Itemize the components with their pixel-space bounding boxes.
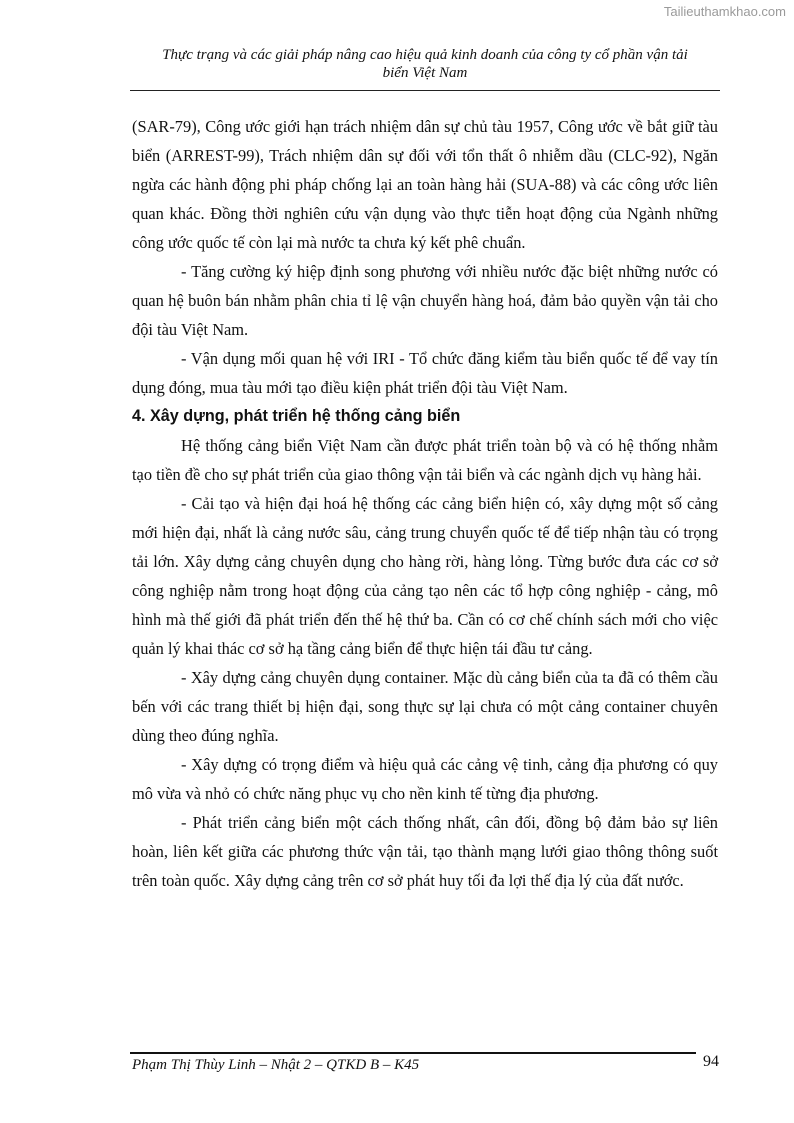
running-header [130, 46, 720, 82]
paragraph-container-port: - Xây dựng cảng chuyên dụng container. Mặc dù cảng biển của ta đã có thêm cầu bến với các trang thiết bị hiện đại, song thực sự lại chưa có một cảng container chuyên dùng theo đúng nghĩa. [132, 668, 718, 745]
header-divider [130, 90, 720, 91]
paragraph-port-modernization: - Cải tạo và hiện đại hoá hệ thống các cảng biển hiện có, xây dựng một số cảng mới hiện đại, nhất là cảng nước sâu, cảng trung chuyển quốc tế để tiếp nhận tàu có trọng tải lớn. Xây dựng cảng chuyên dụng cho hàng rời, hàng lỏng. Từng bước đưa các cơ sở công nghiệp nằm trong hoạt động của cảng tạo nên các tổ hợp công nghiệp - cảng, mô hình mà thế giới đã phát triển đến thế hệ thứ ba. Cần có cơ chế chính sách mới cho việc quản lý khai thác cơ sở hạ tầng cảng biển để thực hiện tái đầu tư cảng. [132, 494, 718, 658]
paragraph-iri-relations: - Vận dụng mối quan hệ với IRI - Tổ chức đăng kiểm tàu biển quốc tế để vay tín dụng đóng, mua tàu mới tạo điều kiện phát triển đội tàu Việt Nam. [132, 349, 718, 397]
watermark: Tailieuthamkhao.com [663, 4, 786, 19]
paragraph-conventions: (SAR-79), Công ước giới hạn trách nhiệm dân sự chủ tàu 1957, Công ước về bắt giữ tàu biển (ARREST-99), Trách nhiệm dân sự đối với tổn thất ô nhiễm dầu (CLC-92), Ngăn ngừa các hành động phi pháp chống lại an toàn hàng hải (SUA-88) và các công ước liên quan khác. Đồng thời nghiên cứu vận dụng vào thực tiễn hoạt động của Ngành những công ước quốc tế còn lại mà nước ta chưa ký kết phê chuẩn. [132, 117, 718, 252]
paragraph-port-system: Hệ thống cảng biển Việt Nam cần được phát triển toàn bộ và có hệ thống nhằm tạo tiền đề cho sự phát triển của giao thông vận tải biển và các ngành dịch vụ hàng hải. [132, 436, 718, 484]
header-title-line-2: biển Việt Nam [382, 65, 468, 81]
paragraph-unified-development: - Phát triển cảng biển một cách thống nhất, cân đối, đồng bộ đảm bảo sự liên hoàn, liên kết giữa các phương thức vận tải, tạo thành mạng lưới giao thông thông suốt trên toàn quốc. Xây dựng cảng trên cơ sở phát huy tối đa lợi thế địa lý của đất nước. [132, 813, 718, 890]
header-title-line-1: Thực trạng và các giải pháp nâng cao hiệu quả kinh doanh của công ty cổ phần vận tải [162, 47, 688, 63]
paragraph-satellite-ports: - Xây dựng có trọng điểm và hiệu quả các cảng vệ tinh, cảng địa phương có quy mô vừa và nhỏ có chức năng phục vụ cho nền kinh tế từng địa phương. [132, 755, 718, 803]
paragraph-bilateral-agreements: - Tăng cường ký hiệp định song phương với nhiều nước đặc biệt những nước có quan hệ buôn bán nhằm phân chia tỉ lệ vận chuyển hàng hoá, đảm bảo quyền vận tải cho đội tàu Việt Nam. [132, 262, 718, 339]
footer-divider [130, 1052, 696, 1054]
page-body [132, 112, 718, 895]
page-number: 94 [703, 1053, 719, 1070]
footer-author: Phạm Thị Thùy Linh – Nhật 2 – QTKD B – K45 [132, 1057, 420, 1073]
section-heading: 4. Xây dựng, phát triển hệ thống cảng biển [132, 407, 461, 425]
